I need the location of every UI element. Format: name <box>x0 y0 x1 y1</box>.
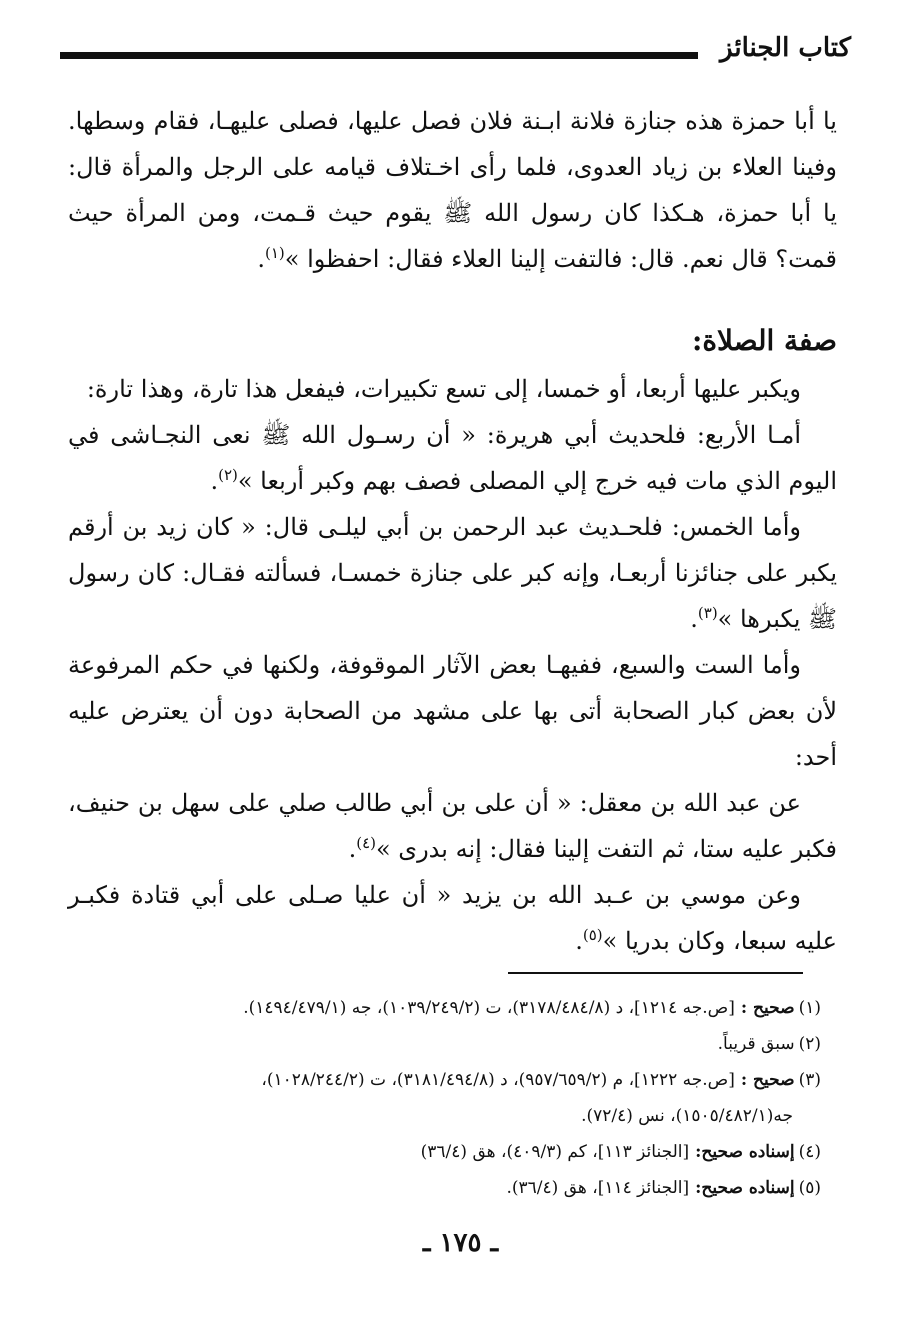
footnote-separator <box>508 972 803 974</box>
footnote-2: (٢)سبق قريباً. <box>717 1034 821 1054</box>
main-text <box>68 98 837 964</box>
running-header <box>60 28 851 68</box>
footnote-5: (٥)إسناده صحيح:[الجنائز ١١٤]، هق (٣٦/٤). <box>506 1178 821 1198</box>
footnote-marker-1[interactable]: (١) <box>264 244 285 262</box>
paragraph-takbirat: ويكبر عليها أربعا، أو خمسا، إلى تسع تكبيرات، فيفعل هذا تارة، وهذا تارة: <box>86 375 801 403</box>
paragraph-four: أمـا الأربع: فلحديث أبي هريرة: « أن رسـول الله ﷺ نعى النجـاشى في اليوم الذي مات فيه خرج إلي المصلى فصف بهم وكبر أربعا »$^{(٢)}$. <box>68 421 837 495</box>
footnote-marker-4[interactable]: (٤) <box>356 834 376 852</box>
paragraph-hadith-abu-hamza: يا أبا حمزة هذه جنازة فلانة ابـنة فلان فصل عليها، فصلى عليهـا، فقام وسطها. وفينا العلاء بن زياد العدوى، فلما رأى اخـتلاف قيامه على الرجل والمرأة قال: يا أبا حمزة، هـكذا كان رسول الله ﷺ يقوم حيث قـمت، ومن المرأة حيث قمت؟ قال نعم. قال: فالتفت إلينا العلاء فقال: احفظوا »$^{(١)}$. <box>68 107 837 273</box>
footnote-marker-3[interactable]: (٣) <box>697 604 718 622</box>
section-heading: صفة الصلاة: <box>691 324 837 357</box>
running-title: كتاب الجنائز <box>720 33 851 63</box>
paragraph-six-seven: وأما الست والسبع، ففيهـا بعض الآثار الموقوفة، ولكنها في حكم المرفوعة لأن بعض كبار الصحابة أتى بها على مشهد من الصحابة دون أن يعترض عليه أحد: <box>68 651 837 771</box>
page-number: ـ ١٧٥ ـ <box>422 1228 499 1258</box>
footnote-4: (٤)إسناده صحيح:[الجنائز ١١٣]، كم (٤٠٩/٣)، هق (٣٦/٤) <box>420 1142 821 1162</box>
header-rule <box>60 52 698 59</box>
footnote-1: (١)صحيح :[ص.جه ١٢١٤]، د (٣١٧٨/٤٨٤/٨)، ت (١٠٣٩/٢٤٩/٢)، جه (١٤٩٤/٤٧٩/١). <box>243 998 821 1018</box>
paragraph-five: وأما الخمس: فلحـديث عبد الرحمن بن أبي ليلـى قال: « كان زيد بن أرقم يكبر على جنائزنا أربعـا، وإنه كبر على جنازة خمسـا، فسألته فقـال: كان رسول ﷺ يكبرها »$^{(٣)}$. <box>68 513 837 633</box>
paragraph-musa-ibn-abdullah: وعن موسي بن عـبد الله بن يزيد « أن عليا صـلى على أبي قتادة فكبـر عليه سبعا، وكان بدريا »$^{(٥)}$. <box>68 881 837 955</box>
footnote-3: (٣)صحيح :[ص.جه ١٢٢٢]، م (٩٥٧/٦٥٩/٢)، د (٣١٨١/٤٩٤/٨)، ت (١٠٢٨/٢٤٤/٢)، <box>261 1070 821 1090</box>
paragraph-abdullah-ibn-maqil: عن عبد الله بن معقل: « أن على بن أبي طالب صلي على سهل بن حنيف، فكبر عليه ستا، ثم التفت إلينا فقال: إنه بدرى »$^{(٤)}$. <box>68 789 837 863</box>
footnote-marker-5[interactable]: (٥) <box>582 926 603 944</box>
footnotes <box>62 990 821 1206</box>
footnote-3-continuation: جه(١٥٠٥/٤٨٢/١)، نس (٧٢/٤). <box>581 1106 793 1126</box>
footnote-marker-2[interactable]: (٢) <box>218 466 238 484</box>
